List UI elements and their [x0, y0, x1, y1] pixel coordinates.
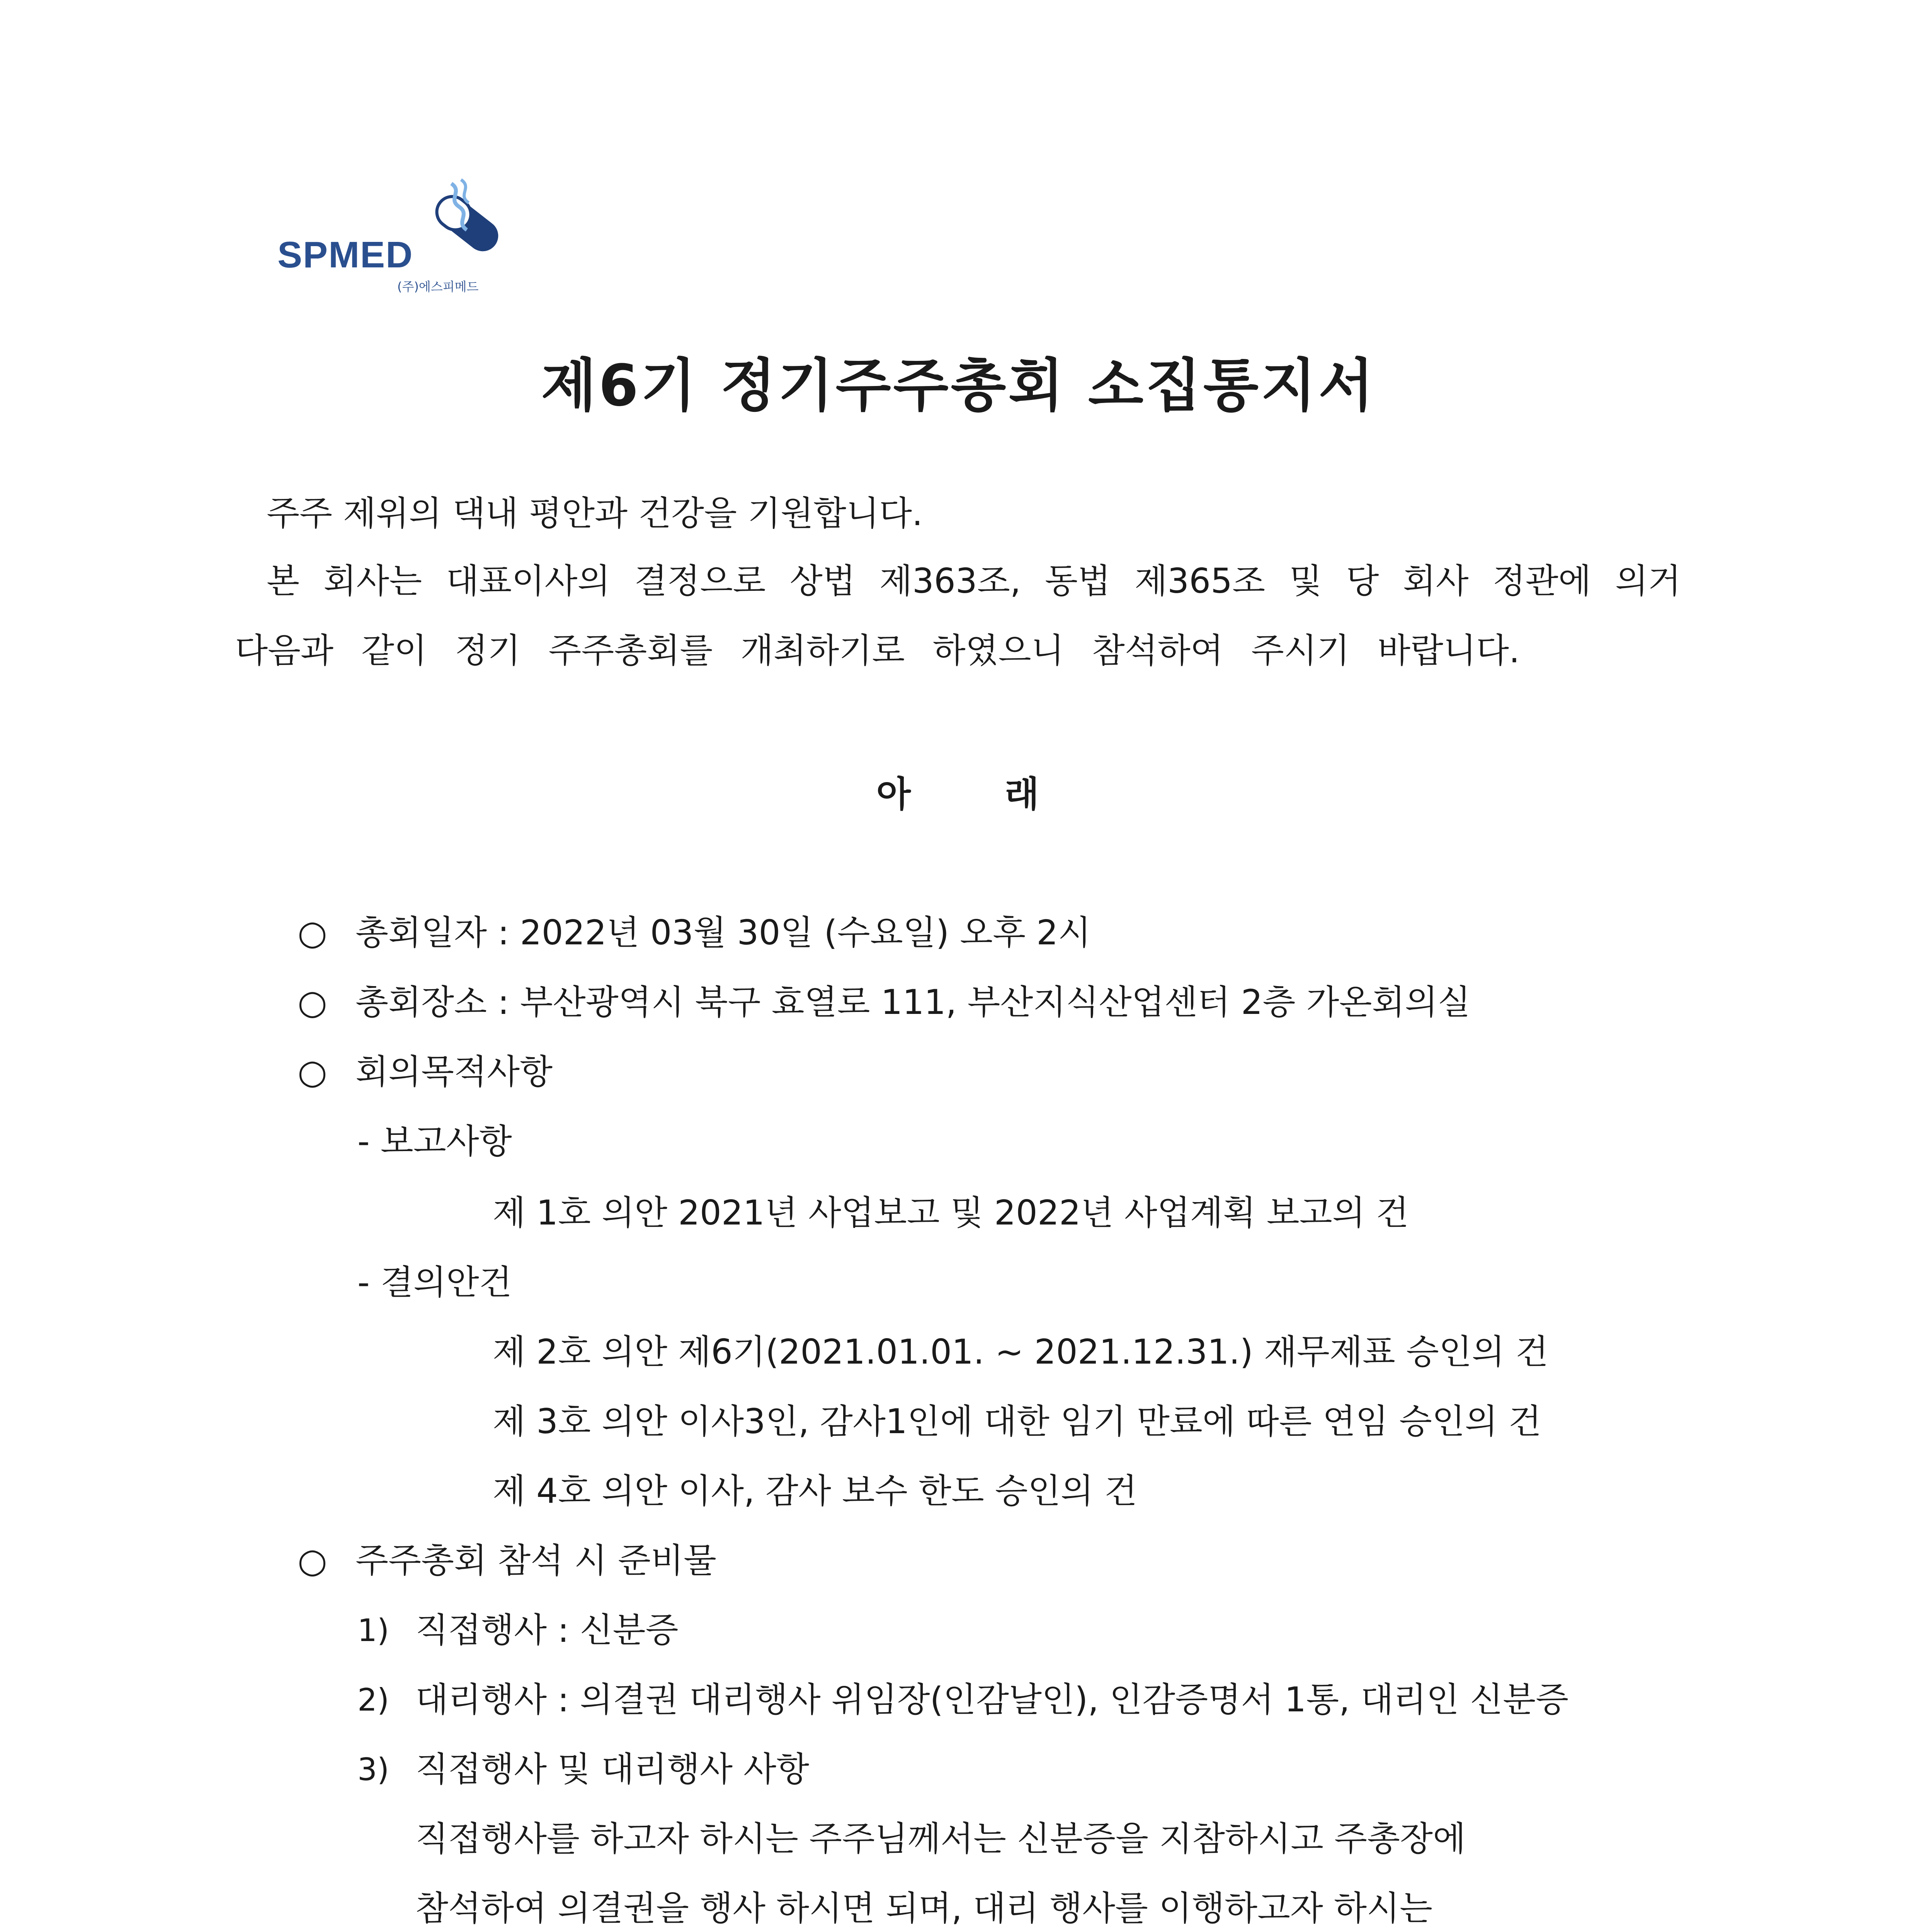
prep-item-3: 직접행사 및 대리행사 사항	[415, 1749, 810, 1789]
report-section-title: - 보고사항	[357, 1121, 512, 1161]
prep-item-1-number: 1)	[357, 1612, 390, 1648]
notice-heading-left: 아	[876, 774, 911, 815]
bullet-circle: ○	[298, 1541, 327, 1580]
agenda-title: 회의목적사항	[356, 1052, 553, 1092]
preparation-title: 주주총회 참석 시 준비물	[356, 1541, 716, 1580]
document-title: 제6기 정기주주총회 소집통지서	[541, 352, 1376, 419]
prep-item-1: 직접행사 : 신분증	[415, 1610, 679, 1650]
logo-company-name: (주)에스피메드	[397, 279, 479, 294]
bullet-circle: ○	[298, 913, 327, 952]
agenda-item-3: 제 3호 의안 이사3인, 감사1인에 대한 임기 만료에 따른 연임 승인의 건	[493, 1401, 1541, 1441]
meeting-date: 총회일자 : 2022년 03월 30일 (수요일) 오후 2시	[356, 913, 1091, 952]
intro-line-1: 본 회사는 대표이사의 결정으로 상법 제363조, 동법 제365조 및 당 회사 정관에 의거	[267, 561, 1681, 601]
intro-line-2: 다음과 같이 정기 주주총회를 개최하기로 하였으니 참석하여 주시기 바랍니다.	[235, 631, 1520, 670]
notice-heading-right: 래	[1005, 774, 1039, 815]
agenda-item-4: 제 4호 의안 이사, 감사 보수 한도 승인의 건	[493, 1471, 1137, 1511]
resolution-section-title: - 결의안건	[357, 1262, 512, 1302]
bullet-circle: ○	[298, 982, 327, 1022]
prep-item-3-body-line: 참석하여 의결권을 행사 하시면 되며, 대리 행사를 이행하고자 하시는	[415, 1888, 1432, 1928]
agenda-item-1: 제 1호 의안 2021년 사업보고 및 2022년 사업계획 보고의 건	[493, 1193, 1409, 1233]
prep-item-3-number: 3)	[357, 1752, 390, 1787]
bullet-circle: ○	[298, 1052, 327, 1092]
prep-item-2-number: 2)	[357, 1682, 390, 1718]
agenda-item-2: 제 2호 의안 제6기(2021.01.01. ~ 2021.12.31.) 재무제표 승인의 건	[493, 1332, 1548, 1372]
company-logo	[277, 176, 502, 292]
prep-item-2: 대리행사 : 의결권 대리행사 위임장(인감날인), 인감증명서 1통, 대리인 신분증	[415, 1680, 1569, 1719]
meeting-place: 총회장소 : 부산광역시 북구 효열로 111, 부산지식산업센터 2층 가온회의실	[356, 982, 1471, 1022]
prep-item-3-body-line: 직접행사를 하고자 하시는 주주님께서는 신분증을 지참하시고 주총장에	[415, 1819, 1466, 1859]
logo-brand-text: SPMED	[277, 234, 413, 276]
intro-greeting: 주주 제위의 댁내 평안과 건강을 기원합니다.	[267, 493, 923, 533]
